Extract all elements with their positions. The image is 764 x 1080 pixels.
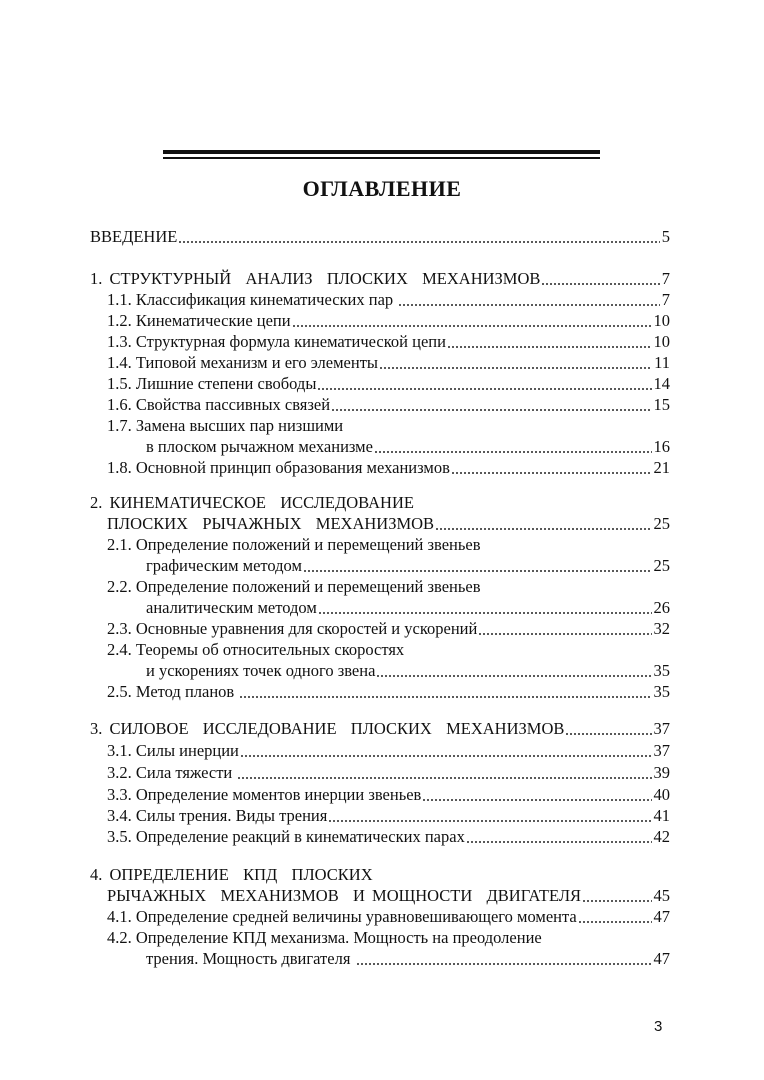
toc-entry-title: 3.2. Сила тяжести [107,763,237,782]
toc-entry-title: 1.1. Классификация кинематических пар [107,290,398,309]
toc-entry-title: 3.5. Определение реакций в кинематических парах [107,827,465,846]
dot-leader [447,346,652,348]
dot-leader [398,304,659,306]
toc-section-2-2[interactable] [146,597,670,618]
toc-entry-title: трения. Мощность двигателя [146,949,355,968]
toc-entry-page: 26 [653,598,670,617]
dot-leader [478,633,651,635]
toc-entry-title: и ускорениях точек одного звена [146,661,376,680]
toc-entry-title: 1. СТРУКТУРНЫЙ АНАЛИЗ ПЛОСКИХ МЕХАНИЗМОВ [90,269,541,288]
toc-section-2-4[interactable] [146,660,670,681]
toc-entry-title: 3.1. Силы инерции [107,741,239,760]
dot-leader [435,528,651,530]
toc-section-1-8[interactable] [107,457,670,478]
toc-entry-page: 47 [653,949,670,968]
toc-entry-page: 41 [653,806,670,825]
dot-leader [178,241,659,243]
toc-section-3-2[interactable] [107,762,670,783]
toc-section-2-4-line-1[interactable]: 2.4. Теоремы об относительных скоростях [107,640,405,659]
dot-leader [578,921,652,923]
toc-entry-title: аналитическим методом [146,598,317,617]
toc-entry-title: 1.8. Основной принцип образования механизмов [107,458,450,477]
dot-leader [451,472,652,474]
toc-section-1-1[interactable] [107,289,670,310]
toc-entry-page: 11 [654,353,670,372]
toc-entry-page: 21 [653,458,670,477]
toc-entry-page: 10 [653,311,670,330]
toc-entry-title: 2.5. Метод планов [107,682,239,701]
toc-section-2-1-line-1[interactable]: 2.1. Определение положений и перемещений звеньев [107,535,481,554]
dot-leader [317,388,651,390]
toc-entry-title: 3.3. Определение моментов инерции звеньев [107,785,422,804]
toc-chapter-4[interactable] [107,885,670,906]
dot-leader [466,841,652,843]
toc-entry-page: 37 [653,741,670,760]
toc-section-1-7[interactable] [146,436,670,457]
toc-entry-page: 35 [653,661,670,680]
toc-chapter-2[interactable] [107,513,670,534]
toc-section-4-1[interactable] [107,906,670,927]
toc-entry-title: графическим методом [146,556,302,575]
toc-entry-page: 5 [661,227,670,246]
page-number: 3 [654,1018,663,1035]
toc-entry-title: ПЛОСКИХ РЫЧАЖНЫХ МЕХАНИЗМОВ [107,514,435,533]
toc-section-1-3[interactable] [107,331,670,352]
toc-entry-page: 7 [661,269,670,288]
dot-leader [239,696,651,698]
dot-leader [376,675,651,677]
dot-leader [582,900,651,902]
toc-section-3-5[interactable] [107,826,670,847]
toc-section-3-4[interactable] [107,805,670,826]
toc-entry-page: 45 [653,886,670,905]
toc-entry-title: 1.3. Структурная формула кинематической цепи [107,332,446,351]
dot-leader [318,612,652,614]
toc-section-2-5[interactable] [107,681,670,702]
toc-entry-title: в плоском рычажном механизме [146,437,373,456]
toc-section-2-3[interactable] [107,618,670,639]
toc-entry-title: 1.2. Кинематические цепи [107,311,291,330]
toc-entry-page: 16 [653,437,670,456]
dot-leader [422,799,651,801]
toc-entry-page: 40 [653,785,670,804]
toc-entry-title: 1.4. Типовой механизм и его элементы [107,353,378,372]
toc-section-3-3[interactable] [107,784,670,805]
toc-section-1-7-line-1[interactable]: 1.7. Замена высших пар низшими [107,416,344,435]
toc-chapter-1[interactable] [90,268,670,289]
toc-entry-page: 15 [653,395,670,414]
toc-entry-page: 32 [653,619,670,638]
toc-entry-page: 35 [653,682,670,701]
toc-entry-title: РЫЧАЖНЫХ МЕХАНИЗМОВ И МОЩНОСТИ ДВИГАТЕЛЯ [107,886,582,905]
toc-entry-page: 10 [653,332,670,351]
toc-entry-introduction[interactable] [90,226,670,247]
toc-section-1-5[interactable] [107,373,670,394]
toc-entry-page: 47 [653,907,670,926]
toc-section-2-2-line-1[interactable]: 2.2. Определение положений и перемещений звеньев [107,577,481,596]
toc-entry-page: 7 [661,290,670,309]
dot-leader [237,777,651,779]
dot-leader [356,963,652,965]
toc-entry-title: 1.6. Свойства пассивных связей [107,395,331,414]
toc-entry-title: 3. СИЛОВОЕ ИССЛЕДОВАНИЕ ПЛОСКИХ МЕХАНИЗМОВ [90,719,565,738]
dot-leader [292,325,652,327]
toc-entry-title: 3.4. Силы трения. Виды трения [107,806,328,825]
dot-leader [374,451,652,453]
dot-leader [303,570,652,572]
toc-section-3-1[interactable] [107,740,670,761]
toc-entry-page: 14 [653,374,670,393]
dot-leader [331,409,651,411]
toc-entry-title: 2.3. Основные уравнения для скоростей и ускорений [107,619,478,638]
dot-leader [328,820,651,822]
dot-leader [240,755,652,757]
toc-section-4-2[interactable] [146,948,670,969]
toc-entry-page: 25 [653,556,670,575]
dot-leader [565,733,651,735]
dot-leader [379,367,652,369]
toc-section-4-2-line-1[interactable]: 4.2. Определение КПД механизма. Мощность на преодоление [107,928,542,947]
toc-section-1-6[interactable] [107,394,670,415]
toc-entry-title: 1.5. Лишние степени свободы [107,374,317,393]
toc-entry-title: ВВЕДЕНИЕ [90,227,178,246]
toc-chapter-2-line-1[interactable]: 2. КИНЕМАТИЧЕСКОЕ ИССЛЕДОВАНИЕ [90,493,414,512]
toc-section-1-2[interactable] [107,310,670,331]
toc-entry-page: 42 [653,827,670,846]
toc-entry-title: 4.1. Определение средней величины уравновешивающего момента [107,907,577,926]
dot-leader [541,283,659,285]
toc-section-1-4[interactable] [107,352,670,373]
toc-section-2-1[interactable] [146,555,670,576]
toc-entry-page: 39 [653,763,670,782]
toc-chapter-4-line-1[interactable]: 4. ОПРЕДЕЛЕНИЕ КПД ПЛОСКИХ [90,865,373,884]
toc-entry-page: 25 [653,514,670,533]
toc-chapter-3[interactable] [90,718,670,739]
toc-entry-page: 37 [653,719,670,738]
page-title: ОГЛАВЛЕНИЕ [302,176,462,201]
